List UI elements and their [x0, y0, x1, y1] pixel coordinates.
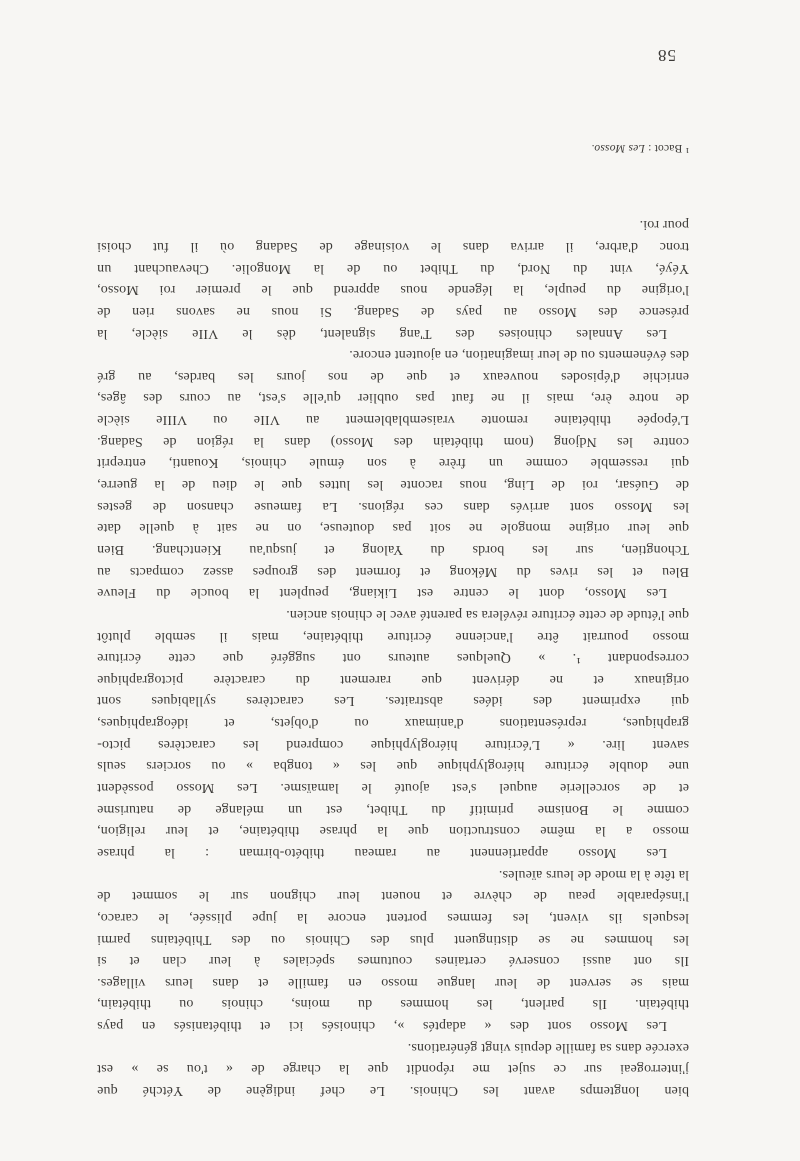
text-line: de Guésar, roi de Ling, nous raconte les luttes que le dieu de la guerre,: [97, 477, 689, 493]
text-line: pour roi.: [639, 217, 689, 233]
text-line: thibétain. Ils parlent, les hommes du moins, chinois ou thibétain,: [97, 996, 689, 1012]
page-number: 58: [657, 46, 676, 65]
text-line: j'interrogeai sur ce sujet me répondit que la charge de « t'ou se » est: [97, 1061, 689, 1077]
text-line: contre les Ndjong (nom thibétain des Mosso) dans la région de Sadang.: [97, 433, 689, 449]
text-line: enrichie d'épisodes nouveaux et que de nos jours les bardes, au gré: [97, 368, 689, 384]
text-line: la tête à la mode de leurs aïeules.: [498, 866, 689, 882]
text-line: tronc d'arbre, il arriva dans le voisinage de Sadang où il fut choisi: [97, 239, 689, 255]
text-line: Tchongtien, sur les bords du Yalong et jusqu'au Kientchang. Bien: [97, 541, 689, 557]
text-line: des événements ou de leur imagination, en ajoutent encore.: [349, 347, 689, 363]
text-line: savent lire. « L'écriture hiéroglyphique comprend les caractères picto-: [97, 736, 689, 752]
body-text: [97, 214, 689, 1101]
text-line: présence des Mosso au pays de Sadang. Si nous ne savons rien de: [97, 303, 689, 319]
text-line: qui ressemble comme un frère à son émule chinois, Kouanti, entreprit: [97, 455, 689, 471]
text-line: Yéyé, vint du Nord, du Thibet ou de la Mongolie. Chevauchant un: [97, 260, 689, 276]
text-line: et de sorcellerie auquel s'est ajouté le lamaïsme. Les Mosso possèdent: [97, 780, 689, 796]
text-line: les Mosso sont arrivés dans ces régions. La fameuse chanson de gestes: [97, 498, 689, 514]
text-line: les hommes ne se distinguent plus des Chinois ou des Thibétains parmi: [97, 931, 689, 947]
text-line: mosso pourrait être l'ancienne écriture thibétaine, mais il semble plutôt: [97, 628, 689, 644]
text-line: Les Annales chinoises des T'ang signalent, dès le VIIe siècle, la: [97, 325, 667, 341]
text-line: mais se servent de leur langue mosso en famille et dans leurs villages.: [97, 974, 689, 990]
text-line: Bleu et les rives du Mékong et forment des groupes assez compacts au: [97, 563, 689, 579]
footnote-marker: ¹: [685, 142, 689, 154]
text-line: exercée dans sa famille depuis vingt générations.: [407, 1039, 689, 1055]
text-line: une double écriture hiéroglyphique que les « tongba » ou sorciers seuls: [97, 758, 689, 774]
text-line: Les Mosso sont des « adaptés », chinoisés ici et thibétanisés en pays: [97, 1018, 667, 1034]
text-line: que leur origine mongole ne soit pas douteuse, on ne sait à quelle date: [97, 520, 689, 536]
text-line: de notre ère, mais il ne faut pas oublier qu'elle s'est, au cours des âges,: [97, 390, 689, 406]
text-line: Ils ont aussi conservé certaines coutumes spéciales à leur clan et si: [97, 953, 689, 969]
text-line: L'épopée thibétaine remonte vraisemblablement au VIIe ou VIIIe siècle: [97, 412, 689, 428]
text-line: graphiques, représentations d'animaux ou d'objets, et idéographiques,: [97, 715, 689, 731]
text-line: originaux et ne dérivent que rarement du caractère pictographique: [97, 671, 689, 687]
text-line: que l'étude de cette écriture révélera sa parenté avec le chinois ancien.: [286, 606, 689, 622]
footnote-author: Bacot :: [644, 142, 683, 154]
text-line: l'inséparable peau de chèvre et nouent leur chignon sur le sommet de: [97, 888, 689, 904]
text-line: lesquels ils vivent, les femmes portent encore la jupe plissée, le caraco,: [97, 909, 689, 925]
text-line: bien longtemps avant les Chinois. Le chef indigène de Yétché que: [97, 1083, 689, 1098]
text-line: qui expriment des idées abstraites. Les caractères syllabiques sont: [97, 693, 689, 709]
text-line: comme le Bonisme primitif du Thibet, est un mélange de naturisme: [97, 801, 689, 817]
text-line: Les Mosso, dont le centre est Likiang, peuplent la boucle du Fleuve: [97, 585, 667, 601]
text-line: mosso a la même construction que la phrase thibétaine, et leur religion,: [97, 823, 689, 839]
text-line: l'origine du peuple, la légende nous apprend que le premier roi Mosso,: [97, 282, 689, 298]
footnote: [591, 142, 689, 154]
text-line: Les Mosso appartiennent au rameau thibéto-birman : la phrase: [97, 844, 667, 860]
footnote-title: Les Mosso.: [591, 142, 645, 154]
text-line: correspondant ¹. » Quelques auteurs ont suggéré que cette écriture: [97, 650, 689, 666]
